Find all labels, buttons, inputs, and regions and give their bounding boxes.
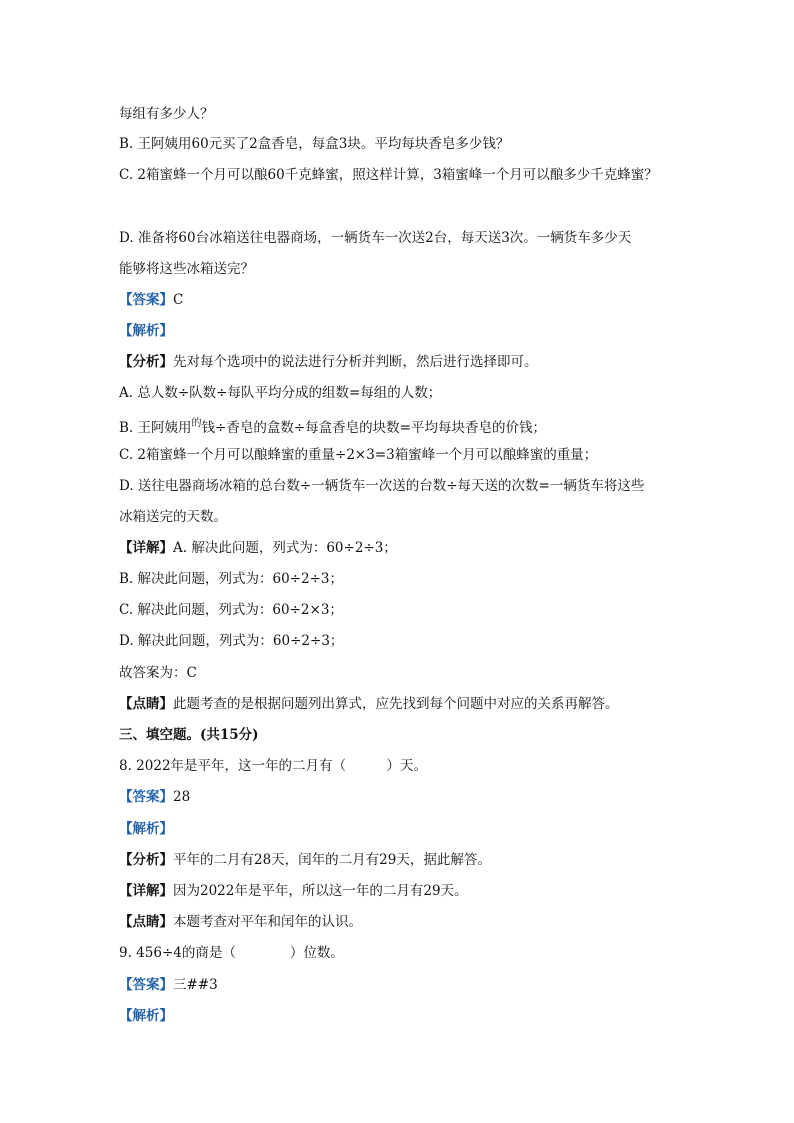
fenxi-text-8: 平年的二月有28天，闰年的二月有29天，据此解答。 bbox=[173, 852, 491, 868]
option-c: C. 2箱蜜蜂一个月可以酿60千克蜂蜜，照这样计算，3箱蜜峰一个月可以酿多少千克蜂蜜？ bbox=[119, 167, 658, 183]
xiangjie-text: A. 解决此问题，列式为：60÷2÷3； bbox=[173, 540, 397, 556]
analysis-d-continued: 冰箱送完的天数。 bbox=[119, 509, 227, 525]
analysis-heading-8 bbox=[119, 820, 173, 838]
dianjing-tag: 【点睛】 bbox=[119, 696, 173, 712]
analysis-heading bbox=[119, 322, 173, 340]
question-8: 8. 2022年是平年，这一年的二月有（ ）天。 bbox=[119, 758, 428, 774]
answer-line-8 bbox=[119, 788, 190, 806]
analysis-b bbox=[119, 415, 546, 437]
option-d-continued: 能够将这些冰箱送完？ bbox=[119, 261, 254, 277]
analysis-tag-8: 【解析】 bbox=[119, 821, 173, 837]
xiangjie-tag: 【详解】 bbox=[119, 540, 173, 556]
solution-c: C. 解决此问题，列式为：60÷2×3； bbox=[119, 602, 343, 618]
analysis-c: C. 2箱蜜蜂一个月可以酿蜂蜜的重量÷2×3=3箱蜜峰一个月可以酿蜂蜜的重量； bbox=[119, 447, 598, 463]
question-text-line: 每组有多少人？ bbox=[119, 106, 214, 122]
xiangjie-line bbox=[119, 539, 397, 557]
answer-line-9 bbox=[119, 976, 218, 994]
solution-b: B. 解决此问题，列式为：60÷2÷3； bbox=[119, 571, 343, 587]
analysis-heading-9 bbox=[119, 1007, 173, 1025]
xiangjie-line-8 bbox=[119, 882, 468, 900]
answer-text-8: 28 bbox=[173, 789, 191, 805]
dianjing-text: 此题考查的是根据问题列出算式，应先找到每个问题中对应的关系再解答。 bbox=[173, 696, 619, 712]
option-b: B. 王阿姨用60元买了2盒香皂，每盒3块。平均每块香皂多少钱？ bbox=[119, 136, 510, 152]
analysis-a: A. 总人数÷队数÷每队平均分成的组数=每组的人数； bbox=[119, 385, 442, 401]
dianjing-tag-8: 【点睛】 bbox=[119, 914, 173, 930]
analysis-b-superscript: 的 bbox=[191, 418, 202, 429]
answer-text: C bbox=[173, 292, 184, 308]
analysis-tag: 【解析】 bbox=[119, 323, 173, 339]
answer-tag: 【答案】 bbox=[119, 292, 173, 308]
analysis-tag-9: 【解析】 bbox=[119, 1008, 173, 1024]
dianjing-line bbox=[119, 695, 619, 713]
analysis-b-part2: 钱÷香皂的盒数÷每盒香皂的块数=平均每块香皂的价钱； bbox=[201, 420, 546, 436]
answer-line bbox=[119, 291, 183, 309]
fenxi-line-8 bbox=[119, 851, 491, 869]
section-heading: 三、填空题。(共15分) bbox=[119, 727, 259, 743]
answer-text-9: 三##3 bbox=[173, 977, 218, 993]
fenxi-tag-8: 【分析】 bbox=[119, 852, 173, 868]
xiangjie-tag-8: 【详解】 bbox=[119, 883, 173, 899]
final-answer: 故答案为：C bbox=[119, 665, 197, 681]
dianjing-text-8: 本题考查对平年和闰年的认识。 bbox=[173, 914, 362, 930]
question-9: 9. 456÷4的商是（ ）位数。 bbox=[119, 945, 344, 961]
fenxi-text: 先对每个选项中的说法进行分析并判断，然后进行选择即可。 bbox=[173, 354, 538, 370]
fenxi-tag: 【分析】 bbox=[119, 354, 173, 370]
answer-tag-9: 【答案】 bbox=[119, 977, 173, 993]
option-d: D. 准备将60台冰箱送往电器商场，一辆货车一次送2台，每天送3次。一辆货车多少天 bbox=[119, 230, 632, 246]
analysis-d: D. 送往电器商场冰箱的总台数÷一辆货车一次送的台数÷每天送的次数=一辆货车将这些 bbox=[119, 478, 645, 494]
xiangjie-text-8: 因为2022年是平年，所以这一年的二月有29天。 bbox=[173, 883, 468, 899]
analysis-b-part1: B. 王阿姨用 bbox=[119, 420, 192, 436]
fenxi-line bbox=[119, 353, 538, 371]
dianjing-line-8 bbox=[119, 913, 362, 931]
answer-tag-8: 【答案】 bbox=[119, 789, 173, 805]
solution-d: D. 解决此问题，列式为：60÷2÷3； bbox=[119, 633, 344, 649]
